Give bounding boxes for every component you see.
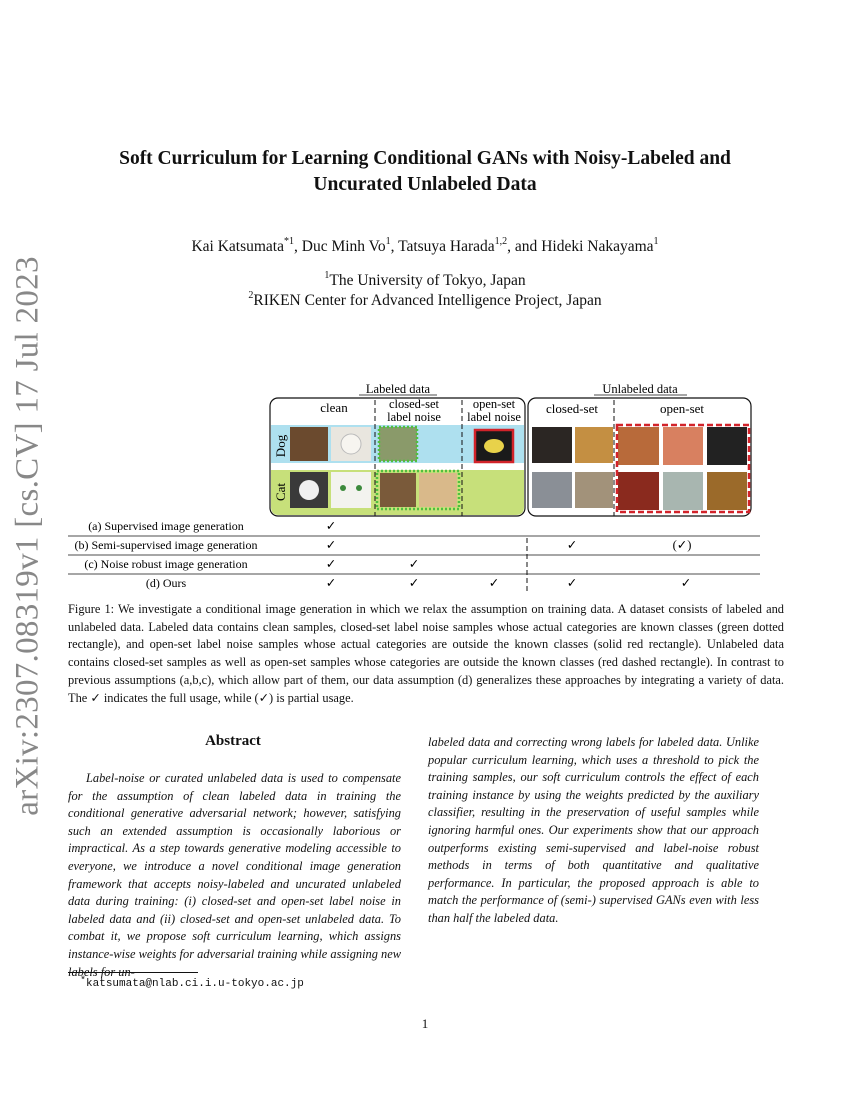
figure-1 [0, 378, 850, 596]
arxiv-id: arXiv:2307.08319v1 [cs.CV] 17 Jul 2023 [9, 256, 46, 816]
labeled-data-header: Labeled data [365, 382, 431, 396]
title-line-1: Soft Curriculum for Learning Conditional GANs with Noisy-Labeled and [119, 148, 731, 169]
closed-noise-cat-image [419, 473, 457, 507]
author-sup: 1 [385, 236, 391, 247]
col-open-noise-l2: label noise [467, 410, 521, 424]
fish-detail [484, 439, 504, 453]
closed-noise-dog-image [379, 427, 417, 461]
abstract-column-2: labeled data and correcting wrong labels for labeled data. Unlike popular curriculum learning, which uses a threshold to pick the training samples, our soft curriculum controls the effect of each training instance by using the weights predicted by the auxiliary classifier, resulting in the preservation of useful samples while ignoring harmful ones. Our experiments show that our approach outperforms existing semi-supervised and label-noise robust methods in terms of both quantitative and qualitative performance. In particular, the proposed approach is able to match the performance of (semi-) supervised GANs even with less than half the labeled data. [428, 735, 759, 925]
footnote [80, 978, 304, 990]
assumption-table [68, 519, 760, 594]
unlabeled-open-image [707, 472, 747, 510]
unlabeled-open-image [663, 427, 703, 465]
affiliation-1 [60, 272, 790, 290]
check-mark: ✓ [325, 519, 337, 533]
affiliation-sup: 1 [324, 270, 330, 281]
author-name: Hideki Nakayama [541, 238, 654, 255]
author-name: Tatsuya Harada [398, 238, 495, 255]
closed-noise-cat-image [380, 473, 416, 507]
abstract-column-1: Label-noise or curated unlabeled data is used to compensate for the assumption of clean labeled data in training the conditional generative adversarial network; however, satisfying such an extended assumption is occasionally laborious or impractical. As a step towards generative modeling accessible to everyone, we introduce a novel conditional image generation framework that accepts noisy-labeled and uncurated unlabeled data during training: (i) closed-set and open-set label noise in labeled data and (ii) closed-set and open-set unlabeled data. To combat it, we propose soft curriculum learning, which assigns instance-wise weights for adversarial training while assigning new labels for un- [68, 771, 401, 979]
col-clean: clean [320, 400, 348, 415]
author-sep: , [294, 238, 302, 255]
cat-photo-detail [299, 480, 319, 500]
row-label-c: (c) Noise robust image generation [84, 557, 248, 571]
check-mark: ✓ [325, 557, 337, 571]
paper-title [60, 146, 790, 198]
footnote-rule [68, 972, 198, 973]
abstract-heading: Abstract [205, 733, 261, 749]
unlabeled-closed-cat-image [532, 472, 572, 508]
footnote-marker: * [80, 976, 87, 987]
unlabeled-closed-dog-image [532, 427, 572, 463]
page-number: 1 [421, 1016, 429, 1031]
author-sep: , and [507, 238, 542, 255]
author-sup: *1 [284, 236, 294, 247]
col-open-noise-l1: open-set [472, 397, 516, 411]
row-dog-label: Dog [273, 434, 288, 458]
row-label-b: (b) Semi-supervised image generation [74, 538, 258, 552]
affiliation-2 [60, 292, 790, 310]
partial-check-mark: (✓) [672, 538, 692, 552]
affiliation-sup: 2 [248, 290, 254, 301]
cat-clean-image [331, 472, 371, 508]
check-mark: ✓ [325, 576, 337, 590]
labeled-data-panel [270, 397, 525, 516]
unlabeled-data-panel [528, 398, 751, 516]
author-list [60, 238, 790, 256]
check-mark: ✓ [566, 576, 578, 590]
check-mark: ✓ [488, 576, 500, 590]
author-sep: , [390, 238, 399, 255]
check-mark: ✓ [408, 576, 420, 590]
title-line-2: Uncurated Unlabeled Data [313, 174, 537, 195]
affiliation-text: RIKEN Center for Advanced Intelligence Project, Japan [253, 292, 602, 309]
author-name: Duc Minh Vo [301, 238, 386, 255]
check-mark: ✓ [325, 538, 337, 552]
unlabeled-open-image [663, 472, 703, 510]
col-closed-noise-l1: closed-set [389, 397, 439, 411]
row-cat-label: Cat [273, 482, 288, 502]
author-sup: 1,2 [494, 236, 508, 247]
footnote-email[interactable]: katsumata@nlab.ci.i.u-tokyo.ac.jp [86, 978, 304, 990]
unlabeled-closed-cat-image [575, 472, 613, 508]
dog-clean-image [290, 427, 328, 461]
unlabeled-open-image [618, 472, 659, 510]
col-unlabeled-open: open-set [659, 401, 705, 416]
dog-photo-detail [341, 434, 361, 454]
col-closed-noise-l2: label noise [387, 410, 441, 424]
unlabeled-data-header: Unlabeled data [602, 382, 678, 396]
unlabeled-open-image [707, 427, 747, 465]
row-label-a: (a) Supervised image generation [88, 519, 244, 533]
check-mark: ✓ [566, 538, 578, 552]
check-mark: ✓ [408, 557, 420, 571]
cat-eye-detail [356, 485, 362, 491]
col-unlabeled-closed: closed-set [546, 401, 598, 416]
cat-eye-detail [340, 485, 346, 491]
row-label-d: (d) Ours [145, 576, 187, 590]
author-name: Kai Katsumata [191, 238, 284, 255]
author-sup: 1 [653, 236, 659, 247]
affiliation-text: The University of Tokyo, Japan [329, 272, 526, 289]
unlabeled-open-image [618, 427, 659, 465]
unlabeled-closed-dog-image [575, 427, 613, 463]
check-mark: ✓ [680, 576, 692, 590]
figure-caption: Figure 1: We investigate a conditional image generation in which we relax the assumption on training data. A dataset consists of labeled and unlabeled data. Labeled data contains clean samples, closed-set label noise samples whose actual categories are known classes (green dotted rectangle), and open-set label noise samples whose actual categories are outside the known classes (solid red rectangle). Unlabeled data contains closed-set samples as well as open-set samples whose categories are outside the known classes (red dashed rectangle). In contrast to previous assumptions (a,b,c), which allow part of them, our data assumption (d) generalizes these approaches by integrating a variety of data. The ✓ indicates the full usage, while (✓) is partial usage. [68, 602, 784, 705]
